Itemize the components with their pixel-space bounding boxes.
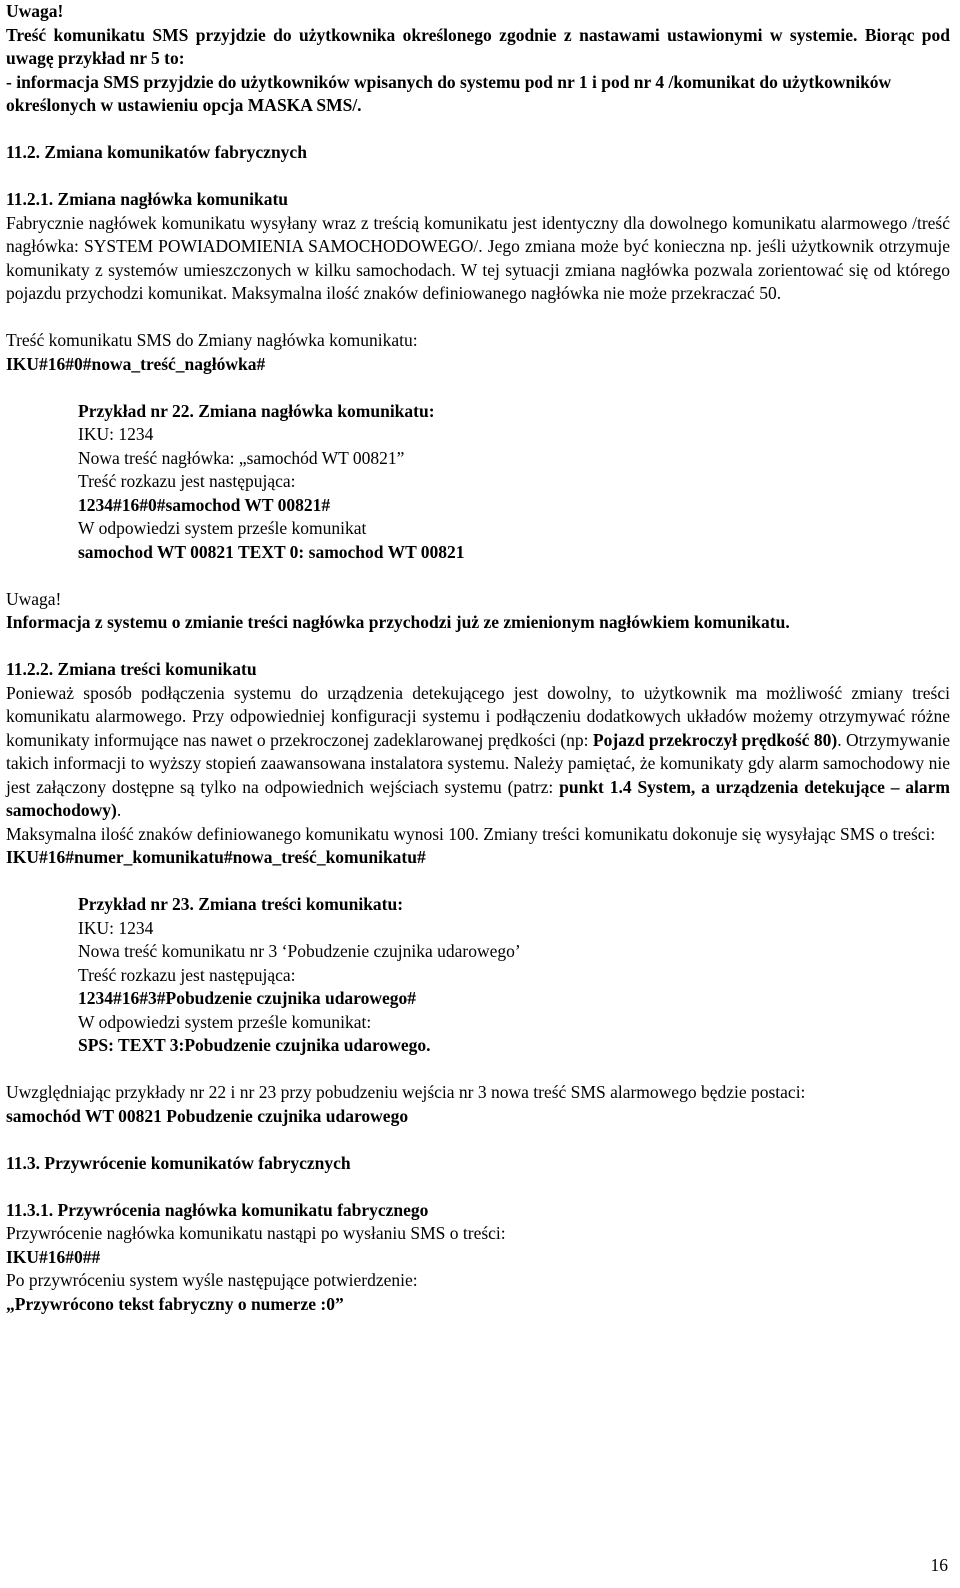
paragraph-max-length: Maksymalna ilość znaków definiowanego komunikatu wynosi 100. Zmiany treści komunikatu dokonuje się wysyłając SMS o treści: — [6, 823, 936, 844]
command-syntax: IKU#16#0#nowa_treść_nagłówka# — [6, 353, 266, 374]
warning-label: Uwaga! — [6, 1, 64, 21]
confirmation-message: „Przywrócono tekst fabryczny o numerze :0” — [6, 1293, 344, 1314]
example-line: Nowa treść nagłówka: „samochód WT 00821” — [78, 447, 405, 468]
section-heading-11-3-1: 11.3.1. Przywrócenia nagłówka komunikatu fabrycznego — [6, 1199, 429, 1220]
paragraph-restore: Przywrócenie nagłówka komunikatu nastąpi po wysłaniu SMS o treści: — [6, 1223, 506, 1243]
paragraph-header-change: Fabrycznie nagłówek komunikatu wysyłany wraz z treścią komunikatu jest identyczny dla dowolnego komunikatu alarmowego /treść nagłówka: SYSTEM POWIADOMIENIA SAMOCHODOWEGO/. Jego zmiana może być konieczna np. jeśli użytkownik otrzymuje komunikaty z systemów umieszczonych w kilku samochodach. W tej sytuacji zmiana nagłówka pozwala zorientować się od którego pojazdu przychodzi komunikat. Maksymalna ilość znaków definiowanego nagłówka nie może przekraczać 50. — [6, 212, 950, 303]
example-line: Nowa treść komunikatu nr 3 ‘Pobudzenie czujnika udarowego’ — [78, 941, 521, 961]
example-line: Treść rozkazu jest następująca: — [78, 964, 296, 985]
command-syntax: IKU#16#numer_komunikatu#nowa_treść_komunikatu# — [6, 847, 426, 867]
example-title: Przykład nr 23. Zmiana treści komunikatu: — [78, 894, 404, 914]
example-23 — [6, 893, 950, 1058]
warning-text: Treść komunikatu SMS przyjdzie do użytkownika określonego zgodnie z nastawami ustawionymi w systemie. Biorąc pod uwagę przykład nr 5 to: — [6, 24, 950, 68]
example-command: 1234#16#3#Pobudzenie czujnika udarowego# — [78, 988, 417, 1008]
command-intro: Treść komunikatu SMS do Zmiany nagłówka komunikatu: — [6, 330, 418, 350]
example-line: IKU: 1234 — [78, 424, 154, 444]
example-reply-intro: W odpowiedzi system prześle komunikat — [78, 518, 367, 538]
example-reply-intro: W odpowiedzi system prześle komunikat: — [78, 1011, 372, 1032]
section-heading-11-2-2: 11.2.2. Zmiana treści komunikatu — [6, 659, 257, 679]
example-line: Treść rozkazu jest następująca: — [78, 471, 296, 491]
warning-list-item: - informacja SMS przyjdzie do użytkowników wpisanych do systemu pod nr 1 i pod nr 4 /komunikat do użytkowników określonych w ustawieniu opcja MASKA SMS/. — [6, 71, 892, 115]
paragraph-confirmation-intro: Po przywróceniu system wyśle następujące potwierdzenie: — [6, 1270, 418, 1290]
command-syntax: IKU#16#0## — [6, 1246, 101, 1267]
example-title: Przykład nr 22. Zmiana nagłówka komunikatu: — [78, 400, 435, 421]
paragraph-message-change: Ponieważ sposób podłączenia systemu do urządzenia detekującego jest dowolny, to użytkownik ma możliwość zmiany treści komunikatu alarmowego. Przy odpowiedniej konfiguracji systemu i podłączeniu dodatkowych układów możemy otrzymywać różne komunikaty informujące nas nawet o przekroczonej zadeklarowanej prędkości (np: Pojazd przekroczył prędkość 80). Otrzymywanie takich informacji to wyższy stopień zaawansowana instalatora systemu. Należy pamiętać, że komunikaty gdy alarm samochodowy nie jest załączony dostępne są tylko na odpowiednich wejściach systemu (patrz: punkt 1.4 System, a urządzenia detekujące – alarm samochodowy). — [6, 682, 951, 820]
page-number: 16 — [930, 1555, 948, 1575]
example-line: IKU: 1234 — [78, 917, 154, 938]
note-label: Uwaga! — [6, 588, 62, 609]
example-command: 1234#16#0#samochod WT 00821# — [78, 494, 331, 515]
paragraph-summary: Uwzględniając przykłady nr 22 i nr 23 przy pobudzeniu wejścia nr 3 nowa treść SMS alarmowego będzie postaci: — [6, 1082, 806, 1102]
summary-result: samochód WT 00821 Pobudzenie czujnika udarowego — [6, 1105, 409, 1126]
example-reply: samochod WT 00821 TEXT 0: samochod WT 00821 — [78, 541, 465, 562]
section-heading-11-2-1: 11.2.1. Zmiana nagłówka komunikatu — [6, 189, 289, 209]
document-page — [6, 0, 950, 1316]
example-22 — [6, 400, 950, 565]
note-text: Informacja z systemu o zmianie treści nagłówka przychodzi już ze zmienionym nagłówkiem komunikatu. — [6, 612, 790, 632]
example-reply: SPS: TEXT 3:Pobudzenie czujnika udarowego. — [78, 1035, 431, 1055]
section-heading-11-2: 11.2. Zmiana komunikatów fabrycznych — [6, 142, 307, 162]
section-heading-11-3: 11.3. Przywrócenie komunikatów fabrycznych — [6, 1152, 351, 1173]
